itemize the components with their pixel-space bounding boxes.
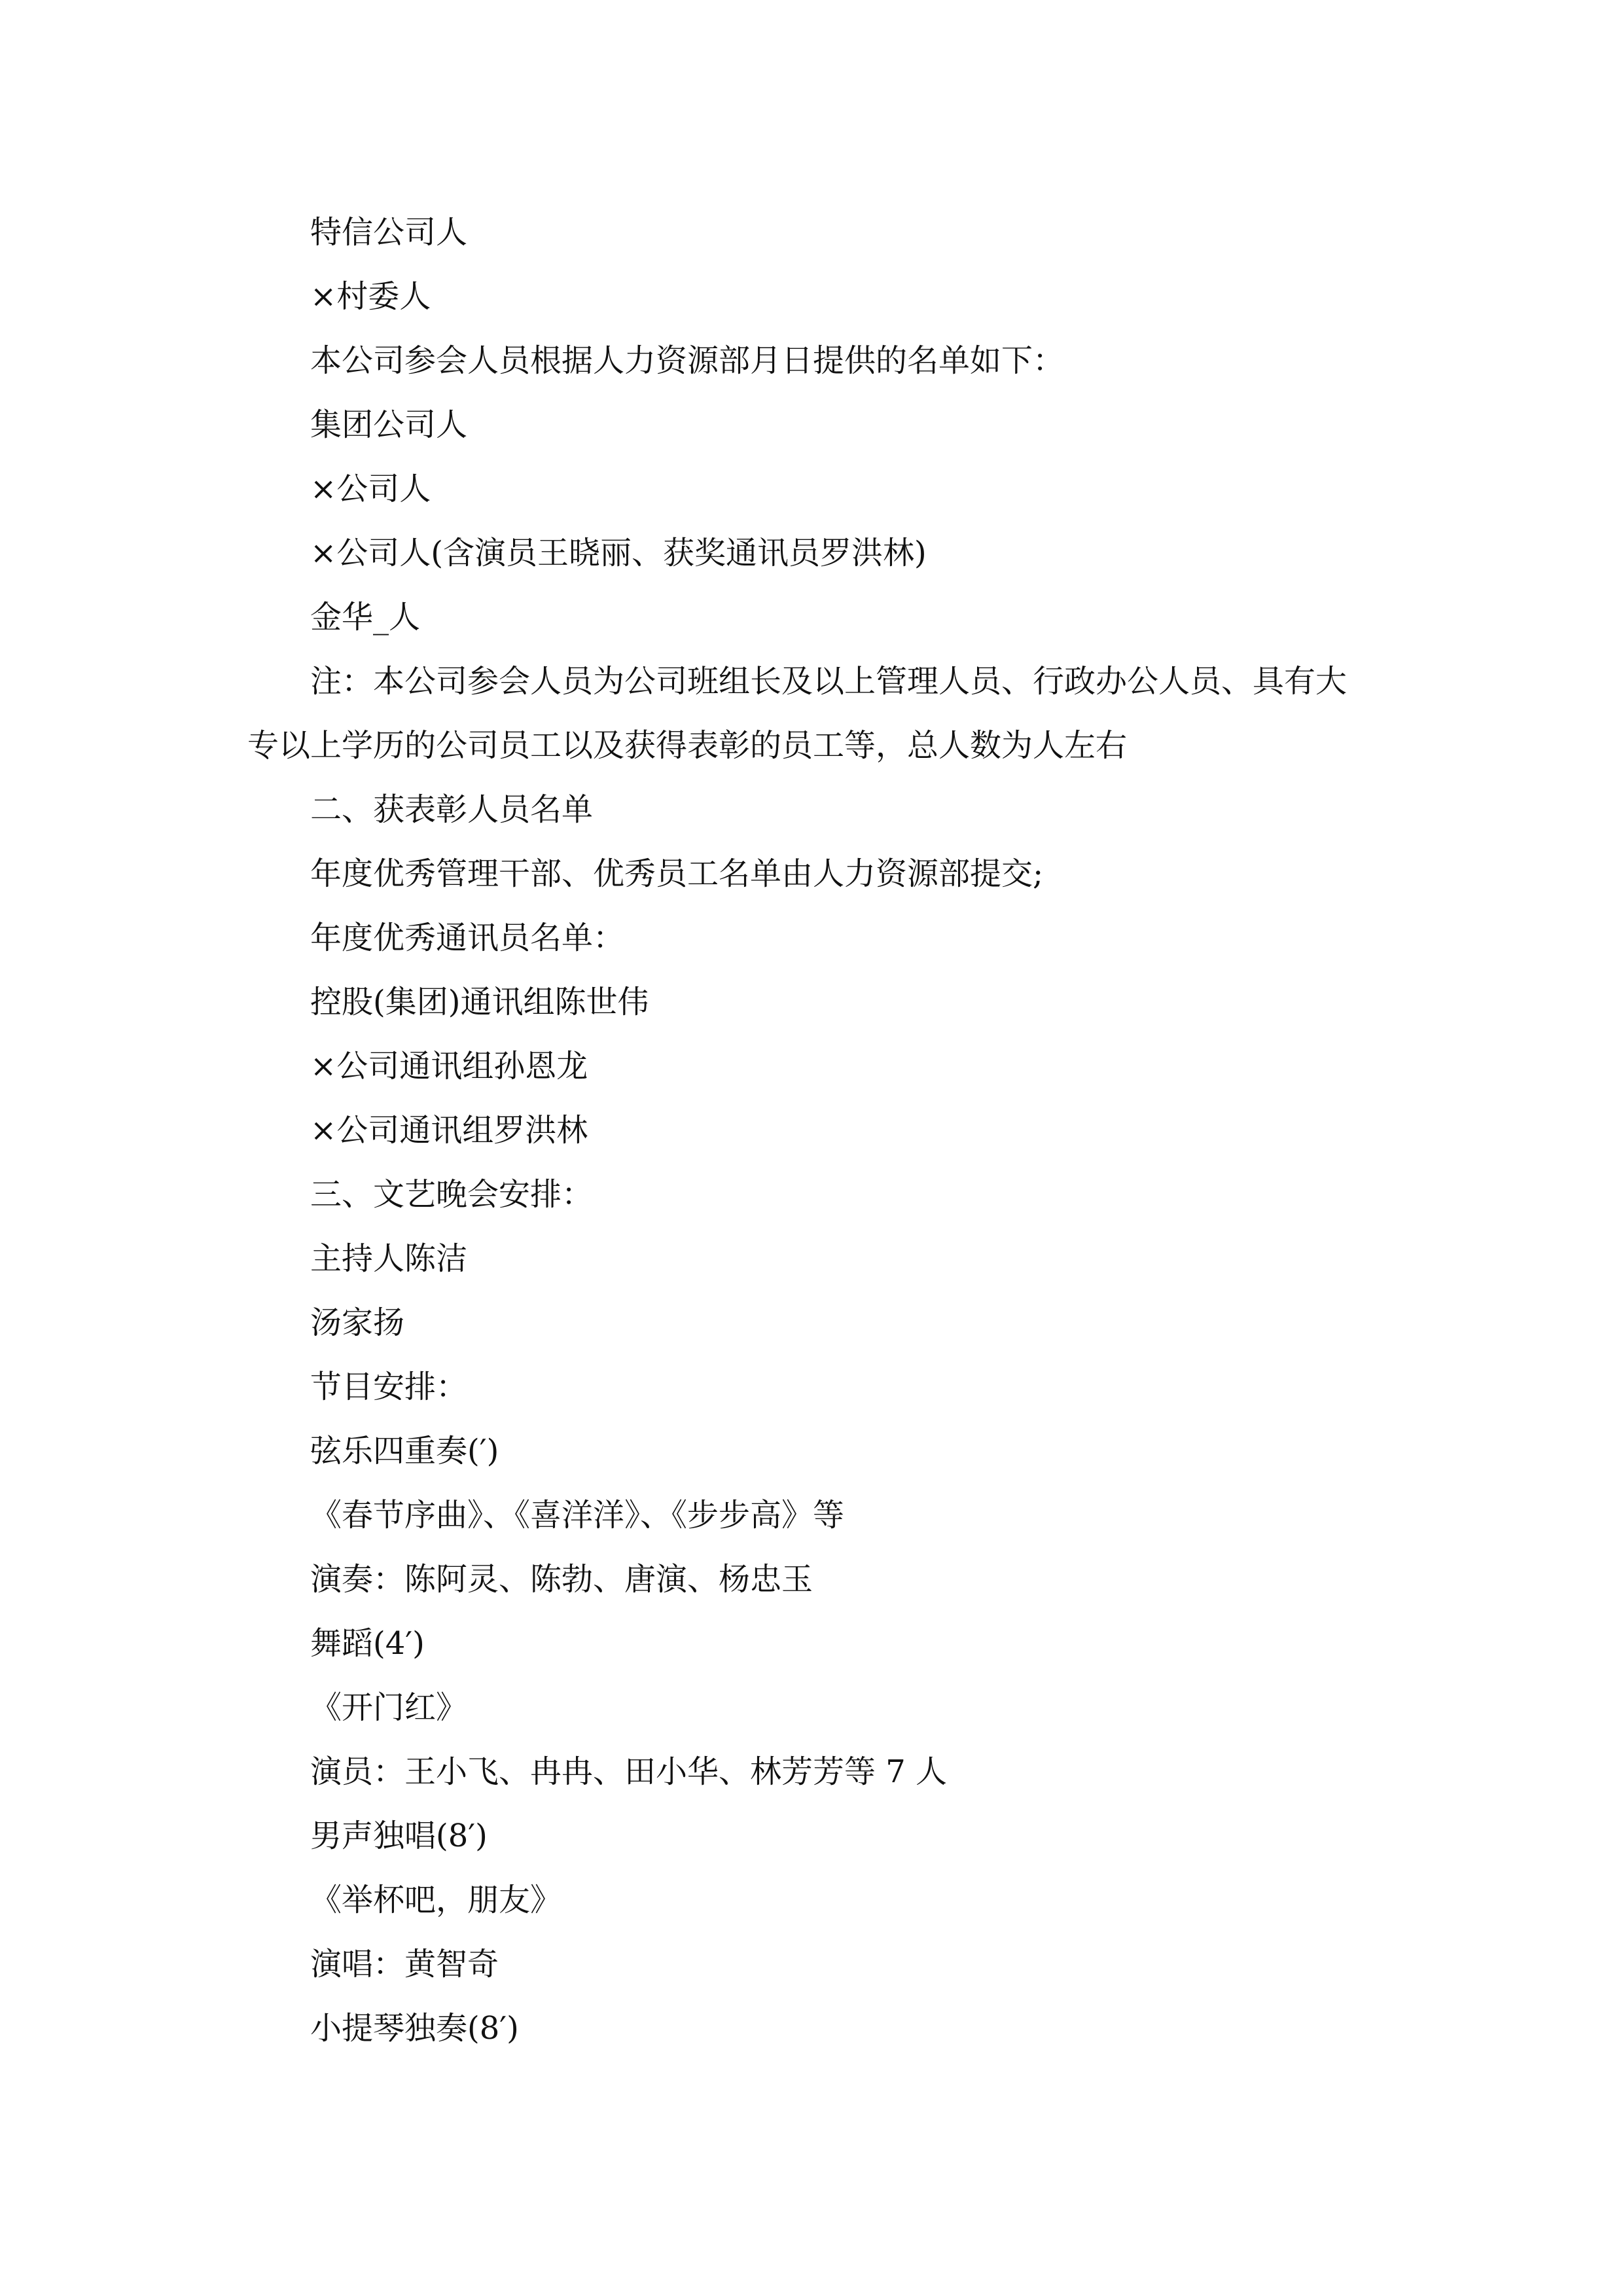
program-title: 《举杯吧，朋友》 bbox=[310, 1882, 562, 1918]
program-item: 小提琴独奏(8′) bbox=[310, 2010, 519, 2047]
program-title: 《春节序曲》、《喜洋洋》、《步步高》等 bbox=[310, 1497, 845, 1534]
text-line: 控股(集团)通讯组陈世伟 bbox=[310, 984, 649, 1020]
text-line: 节目安排： bbox=[310, 1369, 468, 1405]
text-line: ×公司通讯组罗洪林 bbox=[310, 1112, 588, 1149]
text-line: 年度优秀通讯员名单： bbox=[310, 920, 625, 956]
document-body bbox=[247, 200, 1438, 2060]
section-heading: 三、文艺晚会安排： bbox=[310, 1176, 594, 1213]
performers: 演奏：陈阿灵、陈勃、唐演、杨忠玉 bbox=[310, 1561, 813, 1598]
text-line: ×公司人 bbox=[310, 471, 431, 507]
text-line: 主持人陈洁 bbox=[310, 1240, 468, 1277]
text-line: ×村委人 bbox=[310, 278, 431, 315]
text-line: 特信公司人 bbox=[310, 214, 468, 251]
text-line: ×公司通讯组孙恩龙 bbox=[310, 1048, 588, 1085]
program-title: 《开门红》 bbox=[310, 1689, 468, 1726]
note-paragraph: 注：本公司参会人员为公司班组长及以上管理人员、行政办公人员、具有大专以上学历的公司员工以及获得表彰的员工等，总人数为人左右 bbox=[247, 663, 1347, 764]
text-line: 汤家扬 bbox=[310, 1304, 405, 1341]
text-line: 集团公司人 bbox=[310, 406, 468, 443]
section-heading: 二、获表彰人员名单 bbox=[310, 791, 594, 828]
program-item: 舞蹈(4′) bbox=[310, 1625, 425, 1662]
text-line: ×公司人(含演员王晓丽、获奖通讯员罗洪林) bbox=[310, 535, 927, 571]
text-line: 年度优秀管理干部、优秀员工名单由人力资源部提交; bbox=[310, 855, 1044, 892]
program-item: 男声独唱(8′) bbox=[310, 1818, 488, 1854]
text-line: 金华_人 bbox=[310, 599, 421, 636]
text-line: 本公司参会人员根据人力资源部月日提供的名单如下： bbox=[310, 342, 1065, 379]
performers: 演员：王小飞、冉冉、田小华、林芳芳等 7 人 bbox=[310, 1753, 948, 1790]
program-item: 弦乐四重奏(′) bbox=[310, 1433, 499, 1469]
performers: 演唱：黄智奇 bbox=[310, 1946, 499, 1982]
